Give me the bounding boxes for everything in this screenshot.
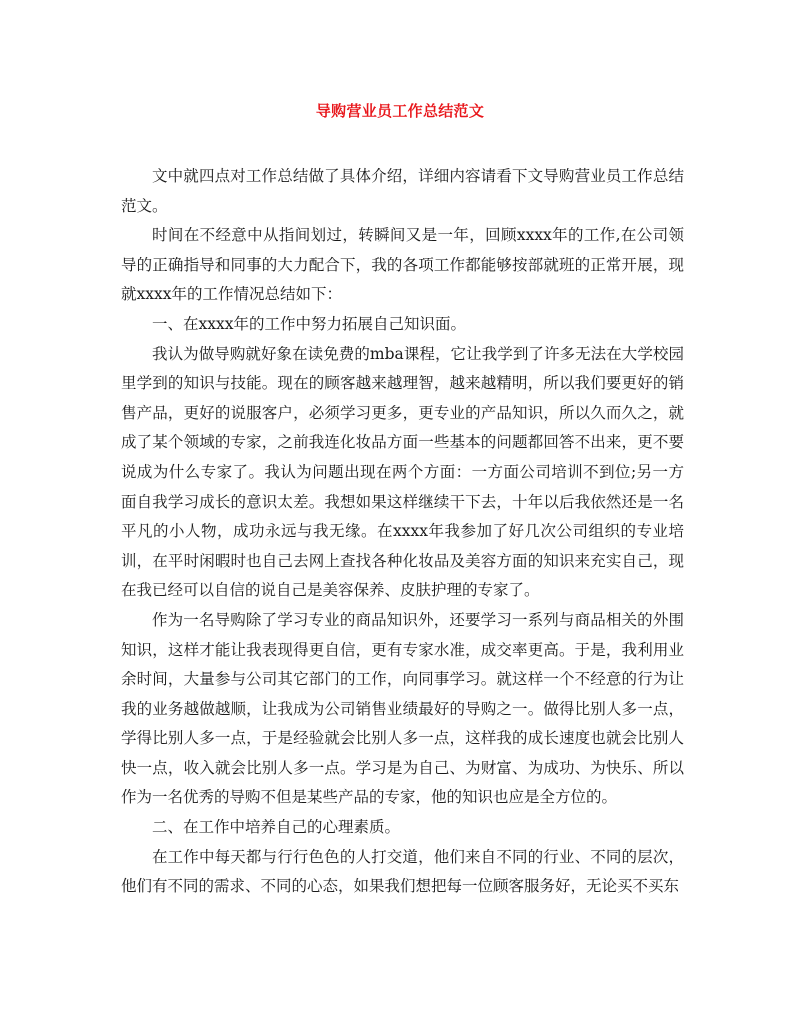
paragraph-knowledge: 我认为做导购就好象在读免费的mba课程，它让我学到了许多无法在大学校园里学到的知识与技能。现在的顾客越来越理智，越来越精明，所以我们要更好的销售产品，更好的说服客户，必须学习更多，更专业的产品知识，所以久而久之，就成了某个领域的专家，之前我连化妆品方面一些基本的问题都回答不出来，更不要说成为什么专家了。我认为问题出现在两个方面：一方面公司培训不到位;另一方面自我学习成长的意识太差。我想如果这样继续干下去，十年以后我依然还是一名平凡的小人物，成功永远与我无缘。在xxxx年我参加了好几次公司组织的专业培训，在平时闲暇时也自己去网上查找各种化妆品及美容方面的知识来充实自己，现在我已经可以自信的说自己是美容保养、皮肤护理的专家了。 bbox=[121, 344, 684, 600]
document-title: 导购营业员工作总结范文 bbox=[315, 102, 485, 120]
document-body bbox=[121, 162, 684, 902]
paragraph-learning: 作为一名导购除了学习专业的商品知识外，还要学习一系列与商品相关的外围知识，这样才能让我表现得更自信，更有专家水准，成交率更高。于是，我利用业余时间，大量参与公司其它部门的工作，向同事学习。就这样一个不经意的行为让我的业务越做越顺，让我成为公司销售业绩最好的导购之一。做得比别人多一点，学得比别人多一点，于是经验就会比别人多一点，这样我的成长速度也就会比别人快一点，收入就会比别人多一点。学习是为自己、为财富、为成功、为快乐、所以作为一名优秀的导购不但是某些产品的专家，他的知识也应是全方位的。 bbox=[121, 610, 684, 807]
paragraph-intro: 文中就四点对工作总结做了具体介绍，详细内容请看下文导购营业员工作总结范文。 bbox=[121, 167, 684, 215]
section-heading-1: 一、在xxxx年的工作中努力拓展自己知识面。 bbox=[152, 314, 466, 333]
paragraph-opening: 时间在不经意中从指间划过，转瞬间又是一年，回顾xxxx年的工作,在公司领导的正确指导和同事的大力配合下，我的各项工作都能够按部就班的正常开展，现就xxxx年的工作情况总结如下： bbox=[121, 226, 684, 304]
section-heading-2: 二、在工作中培养自己的心理素质。 bbox=[152, 818, 401, 837]
paragraph-psychology: 在工作中每天都与行行色色的人打交道，他们来自不同的行业、不同的层次，他们有不同的需求、不同的心态，如果我们想把每一位顾客服务好，无论买不买东 bbox=[121, 847, 684, 896]
